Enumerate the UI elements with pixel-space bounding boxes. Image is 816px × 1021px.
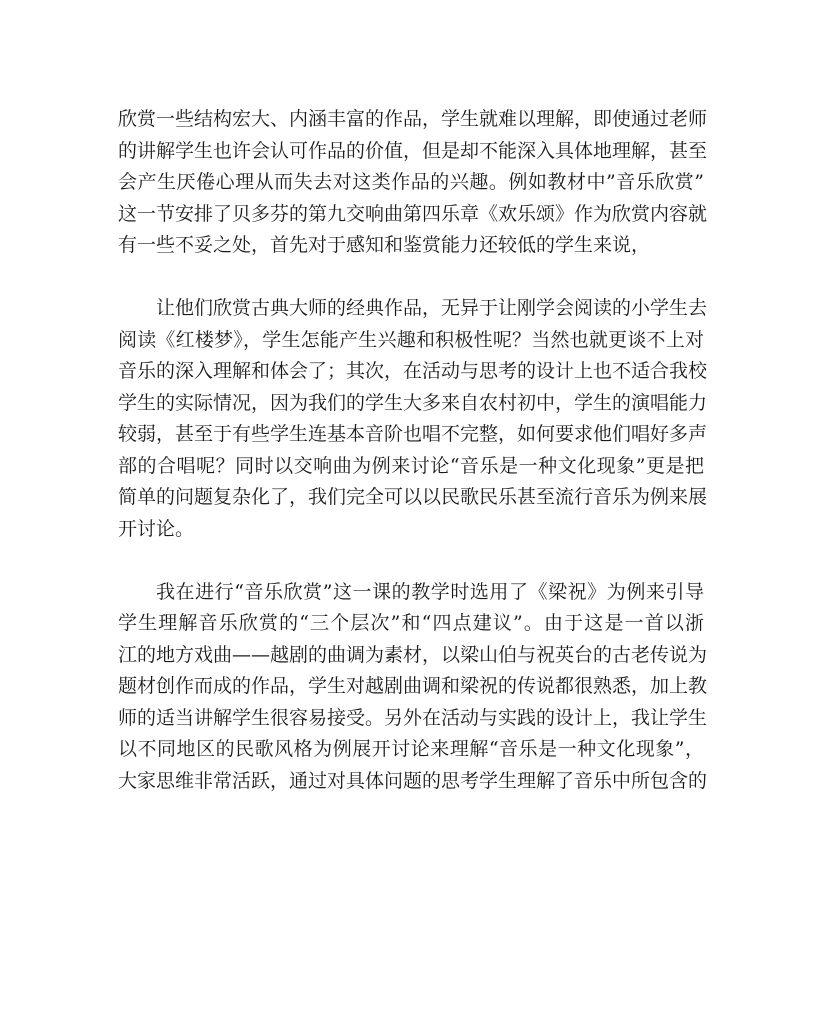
text-line: 开讨论。: [118, 517, 195, 540]
text-line: 我在进行“音乐欣赏”这一课的教学时选用了《梁祝》为例来引导: [156, 580, 704, 603]
paragraph-spacer: [118, 545, 704, 577]
text-line: 大家思维非常活跃，通过对具体问题的思考学生理解了音乐中所包含的: [118, 769, 708, 792]
paragraph-spacer: [118, 262, 704, 294]
text-line: 让他们欣赏古典大师的经典作品，无异于让刚学会阅读的小学生去: [156, 297, 708, 319]
text-line: 以不同地区的民歌风格为例展开讨论来理解“音乐是一种文化现象”，: [118, 738, 704, 760]
text-line: 音乐的深入理解和体会了；其次，在活动与思考的设计上也不适合我校: [118, 360, 708, 382]
text-line: 较弱，甚至于有些学生连基本音阶也唱不完整，如何要求他们唱好多声: [118, 423, 708, 445]
paragraph: [118, 293, 708, 545]
text-line: 有一些不妥之处，首先对于感知和鉴赏能力还较低的学生来说，: [118, 234, 651, 256]
paragraph: [118, 577, 708, 798]
text-line: 学生的实际情况，因为我们的学生大多来自农村初中，学生的演唱能力: [118, 391, 708, 414]
text-line: 的讲解学生也许会认可作品的价值，但是却不能深入具体地理解，甚至: [118, 139, 708, 162]
text-line: 会产生厌倦心理从而失去对这类作品的兴趣。例如教材中”音乐欣赏”: [118, 171, 704, 193]
text-line: 欣赏一些结构宏大、内涵丰富的作品，学生就难以理解，即使通过老师: [118, 108, 708, 130]
text-line: 师的适当讲解学生很容易接受。另外在活动与实践的设计上，我让学生: [118, 706, 708, 729]
text-line: 简单的问题复杂化了，我们完全可以以民歌民乐甚至流行音乐为例来展: [118, 486, 708, 508]
text-line: 部的合唱呢？同时以交响曲为例来讨论“音乐是一种文化现象”更是把: [118, 454, 704, 477]
text-line: 这一节安排了贝多芬的第九交响曲第四乐章《欢乐颂》作为欣赏内容就: [118, 202, 708, 225]
body-text: [118, 104, 708, 797]
text-line: 江的地方戏曲——越剧的曲调为素材，以梁山伯与祝英台的古老传说为: [118, 643, 708, 666]
text-line: 阅读《红楼梦》，学生怎能产生兴趣和积极性呢？当然也就更谈不上对: [118, 328, 704, 351]
text-line: 学生理解音乐欣赏的“三个层次”和“四点建议”。由于这是一首以浙: [118, 612, 704, 634]
text-line: 题材创作而成的作品，学生对越剧曲调和梁祝的传说都很熟悉，加上教: [118, 675, 708, 697]
paragraph: [118, 104, 708, 262]
